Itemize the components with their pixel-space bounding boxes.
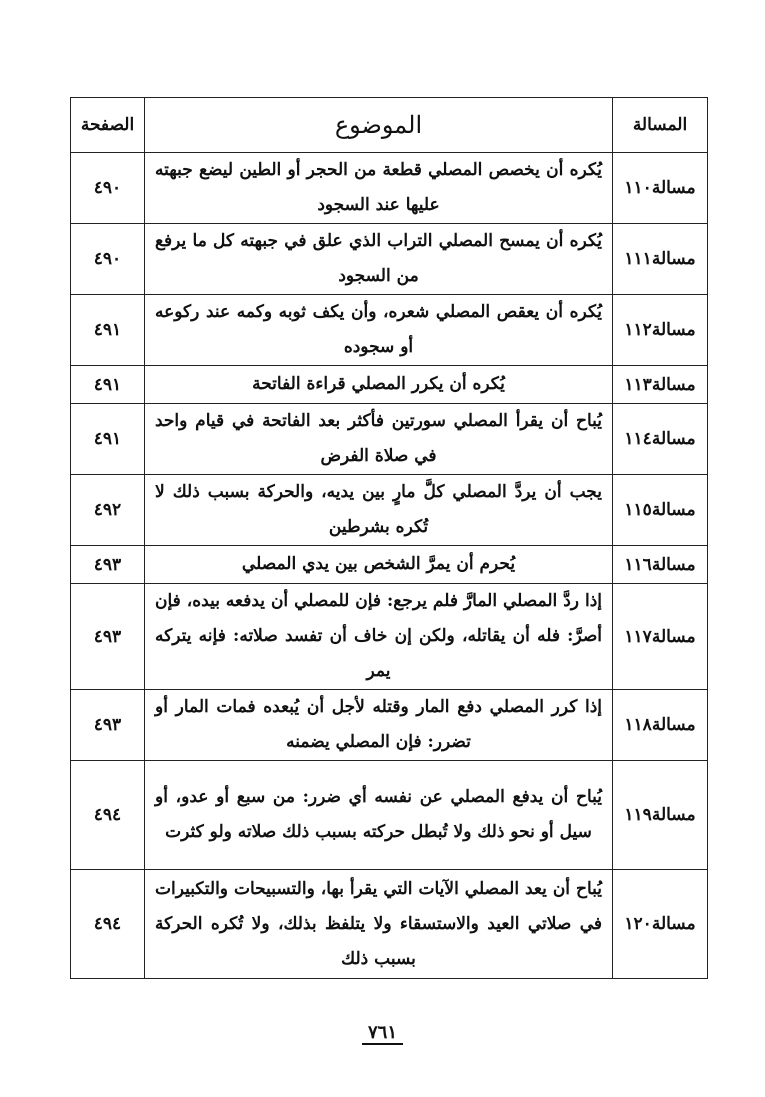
page-number: ٤٩٤ — [71, 761, 145, 870]
topic-text: إذا كرر المصلي دفع المار وقتله لأجل أن يُبعده فمات المار أو تضرر: فإن المصلي يضمنه — [145, 690, 613, 761]
page-number: ٤٩٣ — [71, 584, 145, 690]
page-number: ٤٩١ — [71, 295, 145, 366]
header-topic: الموضوع — [145, 98, 613, 153]
page-number: ٤٩٣ — [71, 546, 145, 584]
header-page: الصفحة — [71, 98, 145, 153]
table-row — [71, 295, 708, 366]
topic-text: إذا ردَّ المصلي المارَّ فلم يرجع: فإن للمصلي أن يدفعه بيده، فإن أصرَّ: فله أن يقاتله، ولكن إن خاف أن تفسد صلاته: فإنه يتركه يمر — [145, 584, 613, 690]
table-row — [71, 475, 708, 546]
page-number: ٤٩٠ — [71, 153, 145, 224]
page-number: ٤٩٣ — [71, 690, 145, 761]
topic-text: يُكره أن يخصص المصلي قطعة من الحجر أو الطين ليضع جبهته عليها عند السجود — [145, 153, 613, 224]
page-number: ٤٩٢ — [71, 475, 145, 546]
page-number: ٤٩١ — [71, 366, 145, 404]
question-number: مسالة١١٠ — [613, 153, 708, 224]
topic-text: يُكره أن يمسح المصلي التراب الذي علق في جبهته كل ما يرفع من السجود — [145, 224, 613, 295]
topic-text: يُكره أن يكرر المصلي قراءة الفاتحة — [145, 366, 613, 404]
table-row — [71, 404, 708, 475]
table-row — [71, 690, 708, 761]
question-number: مسالة١١٦ — [613, 546, 708, 584]
table-row — [71, 546, 708, 584]
table-row — [71, 366, 708, 404]
page-number: ٤٩٤ — [71, 870, 145, 979]
table-row — [71, 761, 708, 870]
page-footer — [0, 1022, 765, 1043]
topic-text: يُباح أن يدفع المصلي عن نفسه أي ضرر: من سبع أو عدو، أو سيل أو نحو ذلك ولا تُبطل حركته بسبب ذلك صلاته ولو كثرت — [145, 761, 613, 870]
table-row — [71, 153, 708, 224]
index-table — [70, 97, 708, 979]
question-number: مسالة١١١ — [613, 224, 708, 295]
topic-text: يُحرم أن يمرَّ الشخص بين يدي المصلي — [145, 546, 613, 584]
table-row — [71, 584, 708, 690]
topic-text: يُباح أن يقرأ المصلي سورتين فأكثر بعد الفاتحة في قيام واحد في صلاة الفرض — [145, 404, 613, 475]
topic-text: يجب أن يردَّ المصلي كلَّ مارٍ بين يديه، والحركة بسبب ذلك لا تُكره بشرطين — [145, 475, 613, 546]
question-number: مسالة١١٢ — [613, 295, 708, 366]
topic-text: يُباح أن يعد المصلي الآيات التي يقرأ بها، والتسبيحات والتكبيرات في صلاتي العيد والاستسقاء ولا يتلفظ بذلك، ولا تُكره الحركة بسبب ذلك — [145, 870, 613, 979]
footer-page-number: ٧٦١ — [362, 1022, 403, 1045]
table-header-row — [71, 98, 708, 153]
question-number: مسالة١١٤ — [613, 404, 708, 475]
question-number: مسالة١٢٠ — [613, 870, 708, 979]
table-row — [71, 224, 708, 295]
question-number: مسالة١١٥ — [613, 475, 708, 546]
question-number: مسالة١١٩ — [613, 761, 708, 870]
page-number: ٤٩٠ — [71, 224, 145, 295]
header-question: المسالة — [613, 98, 708, 153]
question-number: مسالة١١٣ — [613, 366, 708, 404]
question-number: مسالة١١٨ — [613, 690, 708, 761]
question-number: مسالة١١٧ — [613, 584, 708, 690]
topic-text: يُكره أن يعقص المصلي شعره، وأن يكف ثوبه وكمه عند ركوعه أو سجوده — [145, 295, 613, 366]
page-number: ٤٩١ — [71, 404, 145, 475]
table-row — [71, 870, 708, 979]
